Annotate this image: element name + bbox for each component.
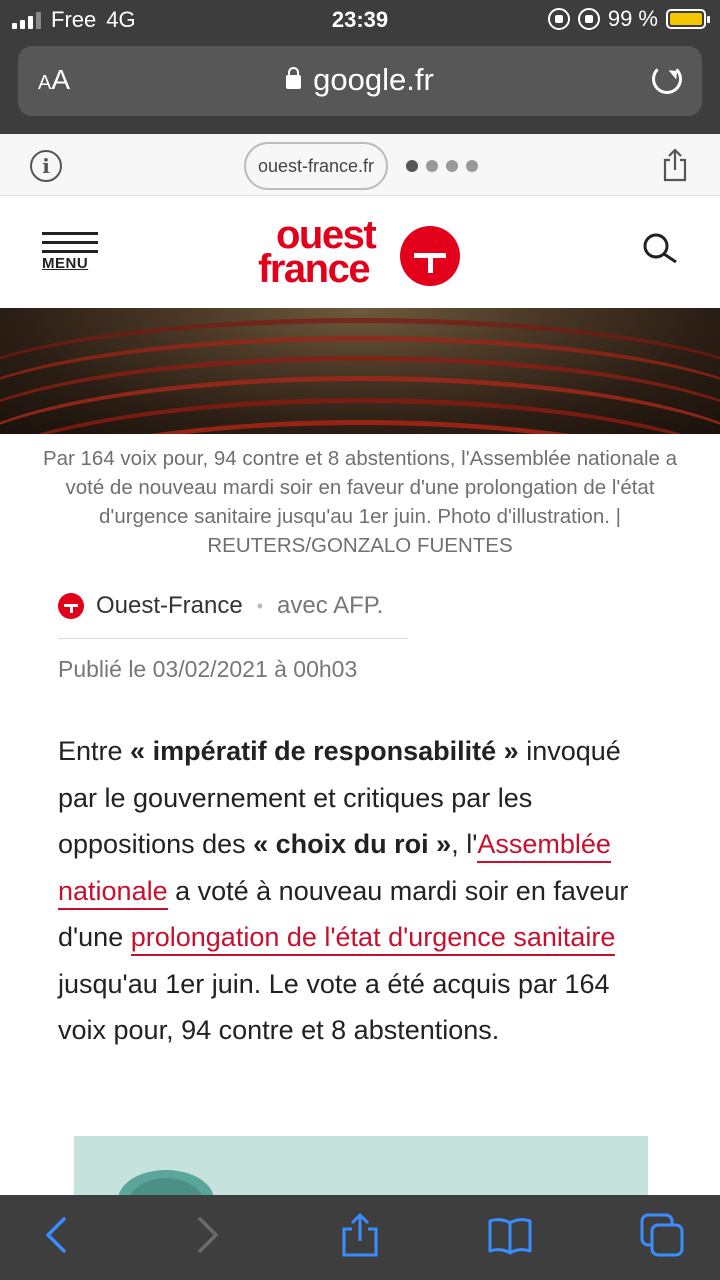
link-assemblee-nationale[interactable]: Assemblée nationale [58, 829, 611, 910]
battery-icon [666, 9, 706, 29]
share-icon[interactable] [338, 1213, 382, 1257]
url-display[interactable] [18, 62, 702, 98]
article-body-paragraph [58, 728, 658, 1054]
page-dots-indicator [406, 160, 478, 172]
text-segment: a voté à nouveau mardi soir en faveur d'une [58, 875, 629, 952]
ouest-france-logo[interactable] [258, 213, 468, 291]
site-header [0, 196, 720, 308]
byline-source[interactable]: Ouest-France [96, 592, 243, 619]
reload-icon[interactable] [652, 64, 682, 94]
text-segment: invoqué par le gouvernement et critiques par les oppositions des [58, 736, 621, 859]
logo-emblem-icon [400, 226, 460, 286]
source-domain-pill[interactable]: ouest-france.fr [244, 142, 388, 190]
status-bar [0, 0, 720, 40]
article-byline [58, 592, 383, 620]
browser-chrome [0, 0, 720, 134]
image-caption: Par 164 voix pour, 94 contre et 8 abstentions, l'Assemblée nationale a voté de nouveau mardi soir en faveur d'une prolongation de l'état d'urgence sanitaire jusqu'au 1er juin. Photo d'illustration. | REUTERS/GONZALO FUENTES [42, 447, 678, 557]
menu-button[interactable] [42, 232, 98, 272]
battery-percent: 99 % [607, 6, 658, 31]
network-type: 4G [106, 7, 136, 32]
link-prolongation-etat-urgence[interactable]: prolongation de l'état d'urgence sanitaire [131, 922, 616, 956]
book-icon[interactable] [488, 1213, 532, 1257]
alarm-icon [578, 8, 600, 30]
info-icon[interactable]: i [30, 150, 62, 182]
logo-word-ouest: ouest [276, 213, 376, 257]
orientation-lock-icon [548, 8, 570, 30]
search-icon[interactable] [642, 232, 678, 268]
text-size-button[interactable]: AA [38, 64, 71, 95]
share-icon[interactable] [662, 148, 688, 182]
logo-word-france: france [258, 247, 370, 291]
battery-fill [670, 13, 702, 25]
forward-arrow-icon[interactable] [186, 1213, 230, 1257]
byline-agency: avec AFP. [277, 592, 384, 619]
divider [58, 638, 408, 639]
lock-icon [286, 75, 301, 89]
browser-toolbar [0, 1195, 720, 1280]
ouest-france-mini-logo-icon [58, 593, 84, 619]
carrier-name: Free [51, 7, 97, 32]
menu-label: MENU [42, 255, 89, 272]
quote-choix-du-roi: « choix du roi » [253, 829, 452, 859]
quote-responsabilite: « impératif de responsabilité » [130, 736, 519, 766]
text-segment: Entre [58, 736, 131, 766]
address-bar[interactable] [18, 46, 702, 116]
text-segment: jusqu'au 1er juin. Le vote a été acquis par 164 voix pour, 94 contre et 8 abstentions. [58, 968, 610, 1045]
back-arrow-icon[interactable] [34, 1213, 78, 1257]
byline-separator: • [256, 595, 264, 616]
clock: 23:39 [331, 7, 389, 32]
tabs-icon[interactable] [640, 1213, 684, 1257]
publish-date: Publié le 03/02/2021 à 00h03 [58, 656, 358, 682]
article-hero-image [0, 308, 720, 434]
amp-viewer-bar [0, 134, 720, 196]
url-text: google.fr [313, 62, 434, 97]
text-segment: , l' [451, 829, 478, 859]
